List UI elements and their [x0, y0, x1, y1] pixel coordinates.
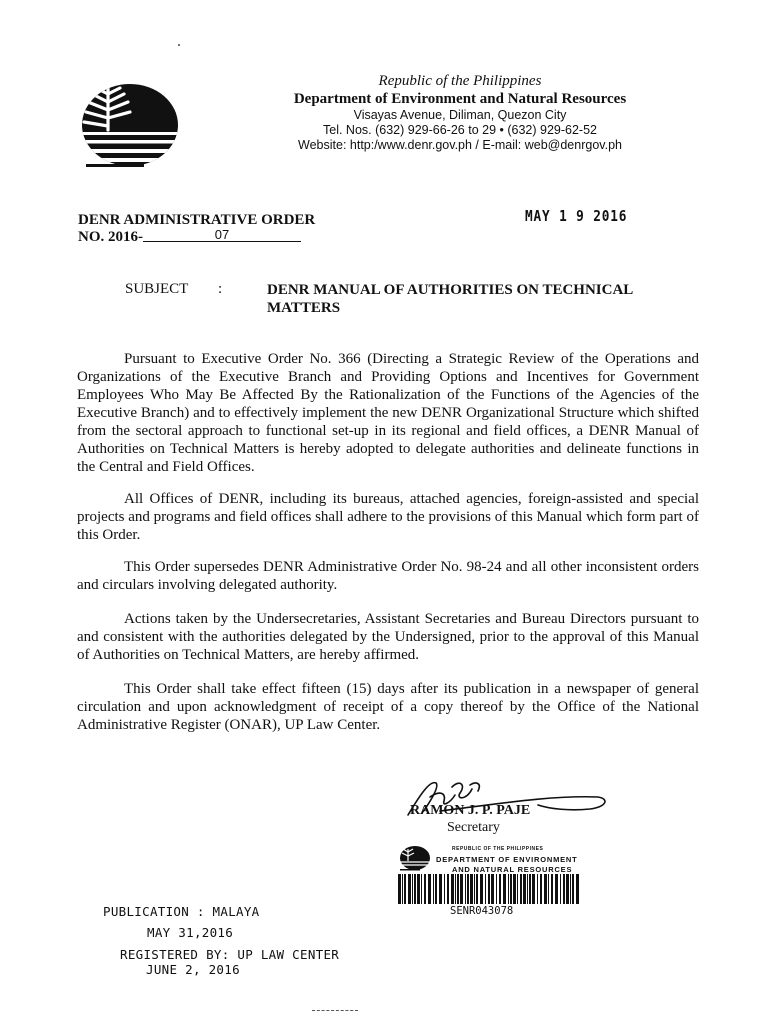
barcode-bar	[460, 874, 463, 904]
body-paragraph: All Offices of DENR, including its bureaus, attached agencies, foreign-assisted and special projects and programs and field offices shall adhere to the provisions of this Manual which form part of this Order.	[77, 491, 699, 543]
barcode-bar	[551, 874, 553, 904]
order-title: DENR ADMINISTRATIVE ORDER	[78, 212, 316, 228]
barcode-bar	[428, 874, 431, 904]
barcode-bar	[576, 874, 579, 904]
barcode-bar	[408, 874, 411, 904]
barcode-bar	[491, 874, 494, 904]
barcode-bar	[566, 874, 569, 904]
body-paragraph: Actions taken by the Undersecretaries, Assistant Secretaries and Bureau Directors pursuant to and consistent with the authorities delegated by the Undersigned, prior to the approval of this Manual of Authorities on Technical Matters, are hereby affirmed.	[77, 611, 699, 663]
barcode-bar	[517, 874, 518, 904]
barcode-bar	[499, 874, 501, 904]
barcode-bar	[523, 874, 526, 904]
barcode-bar	[470, 874, 473, 904]
telephone-line: Tel. Nos. (632) 929-66-26 to 29 • (632) 929-62-52	[323, 123, 597, 137]
barcode-bar	[476, 874, 478, 904]
barcode-bar	[474, 874, 475, 904]
barcode-bar	[447, 874, 449, 904]
barcode-bar	[444, 874, 445, 904]
barcode-bar	[537, 874, 538, 904]
barcode-bar	[513, 874, 516, 904]
barcode-bar	[570, 874, 571, 904]
barcode-bar	[485, 874, 486, 904]
barcode-bar	[527, 874, 528, 904]
signatory-name: RAMON J. P. PAJE	[410, 803, 531, 818]
barcode-number: SENR043078	[450, 905, 514, 917]
address-line: Visayas Avenue, Diliman, Quezon City	[353, 108, 567, 122]
barcode-bar	[402, 874, 403, 904]
barcode-bar	[421, 874, 422, 904]
barcode-bar	[548, 874, 549, 904]
barcode-bar	[563, 874, 565, 904]
barcode-icon	[398, 874, 580, 906]
barcode-bar	[532, 874, 535, 904]
order-number-label: NO. 2016-	[78, 229, 143, 245]
order-heading	[78, 212, 315, 246]
order-number-value: 07	[143, 228, 301, 242]
barcode-bar	[414, 874, 416, 904]
barcode-bar	[404, 874, 406, 904]
barcode-bar	[465, 874, 466, 904]
department-name: Department of Environment and Natural Resources	[293, 91, 627, 107]
publication-date: MAY 31,2016	[147, 925, 234, 940]
order-date-stamp: MAY 1 9 2016	[525, 207, 628, 225]
barcode-bar	[433, 874, 434, 904]
letterhead	[210, 72, 710, 153]
barcode-bar	[457, 874, 459, 904]
order-number-row	[78, 229, 315, 246]
barcode-bar	[467, 874, 469, 904]
subject-label: SUBJECT	[125, 281, 189, 297]
barcode-bar	[424, 874, 426, 904]
barcode-bar	[503, 874, 506, 904]
barcode-bar	[417, 874, 420, 904]
barcode-bar	[398, 874, 401, 904]
barcode-bar	[544, 874, 547, 904]
barcode-bar	[480, 874, 483, 904]
barcode-bar	[560, 874, 561, 904]
subject-text: DENR MANUAL OF AUTHORITIES ON TECHNICAL MATTERS	[267, 282, 633, 316]
stamp-republic-line: REPUBLIC OF THE PHILIPPINES	[452, 846, 544, 852]
barcode-bar	[451, 874, 454, 904]
barcode-bar	[529, 874, 531, 904]
registration-date: JUNE 2, 2016	[146, 962, 240, 977]
stamp-resources-line: AND NATURAL RESOURCES	[452, 865, 573, 874]
denr-stamp-seal-icon	[398, 845, 432, 873]
barcode-bar	[510, 874, 512, 904]
barcode-bar	[455, 874, 456, 904]
barcode-bar	[412, 874, 413, 904]
barcode-bar	[439, 874, 442, 904]
barcode-bar	[572, 874, 574, 904]
barcode-bar	[540, 874, 542, 904]
body-paragraph: This Order shall take effect fifteen (15) days after its publication in a newspaper of general circulation and upon acknowledgment of receipt of a copy thereof by the Office of the National Administrative Register (ONAR), UP Law Center.	[77, 681, 699, 733]
scan-mark	[312, 1010, 358, 1012]
registration-line: REGISTERED BY: UP LAW CENTER	[120, 947, 340, 962]
barcode-bar	[520, 874, 522, 904]
barcode-bar	[435, 874, 437, 904]
body-paragraph: Pursuant to Executive Order No. 366 (Directing a Strategic Review of the Operations and Organizations of the Executive Branch and Providing Options and Incentives for Government Employees Who May Be Affected By the Rationalization of the Functions of the Agencies of the Executive Branch) and to effectively implement the new DENR Organizational Structure which shifted from the sectoral approach to functional set-up in its regional and field offices, a DENR Manual of Authorities on Technical Matters is hereby adopted to delegate authorities and delineate functions in the Central and Field Offices.	[77, 351, 699, 475]
republic-line: Republic of the Philippines	[378, 73, 542, 89]
scan-speck	[178, 44, 180, 46]
body-paragraph: This Order supersedes DENR Administrative Order No. 98-24 and all other inconsistent orders and circulars involving delegated authority.	[77, 559, 699, 593]
barcode-bar	[496, 874, 497, 904]
denr-seal-icon	[78, 80, 182, 170]
stamp-department-line: DEPARTMENT OF ENVIRONMENT	[436, 855, 578, 864]
barcode-bar	[488, 874, 490, 904]
barcode-bar	[555, 874, 558, 904]
signatory-title: Secretary	[447, 820, 500, 835]
publication-line: PUBLICATION : MALAYA	[103, 904, 260, 919]
subject-colon: :	[218, 281, 223, 297]
barcode-bar	[508, 874, 509, 904]
website-line: Website: http:/www.denr.gov.ph / E-mail: web@denrgov.ph	[298, 138, 622, 152]
